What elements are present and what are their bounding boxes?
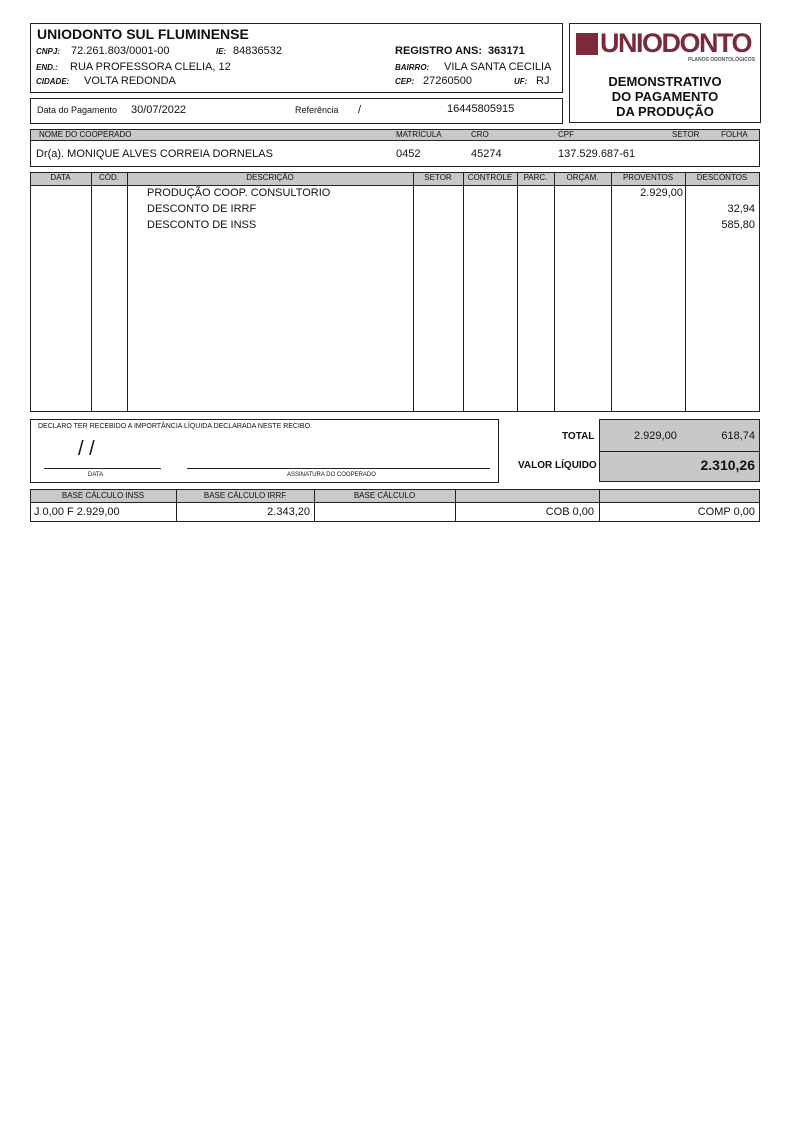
header-cpf: CPF (558, 130, 574, 139)
cooperado-cro: 45274 (471, 148, 502, 160)
item-descontos: 585,80 (721, 219, 755, 231)
company-name: UNIODONTO SUL FLUMINENSE (37, 26, 249, 42)
header-cro: CRO (471, 130, 489, 139)
title-line-2: DO PAGAMENTO (611, 89, 719, 104)
item-descontos: 32,94 (727, 203, 755, 215)
total-proventos: 2.929,00 (634, 430, 677, 442)
date-line (44, 468, 161, 469)
item-description: DESCONTO DE INSS (147, 219, 257, 231)
date-slashes: / / (78, 438, 95, 460)
header-controle: CONTROLE (467, 173, 513, 182)
bases-header-0: BASE CÁLCULO INSS (61, 491, 145, 500)
base-inss-value: J 0,00 F 2.929,00 (34, 506, 120, 518)
valor-liquido: 2.310,26 (700, 457, 755, 473)
logo-mark-icon (576, 33, 598, 55)
declaration-text: DECLARO TER RECEBIDO A IMPORTÂNCIA LÍQUIDA DECLARADA NESTE RECIBO. (38, 423, 312, 430)
header-descontos: DESCONTOS (696, 173, 748, 182)
uf-label: UF: (514, 77, 528, 86)
column-divider (599, 489, 600, 522)
registro-value: 363171 (488, 45, 525, 57)
logo-subtitle: PLANOS ODONTOLÓGICOS (688, 57, 756, 63)
liquido-label: VALOR LÍQUIDO (518, 460, 597, 471)
header-orcam: ORÇAM. (566, 173, 599, 182)
comp-value: COMP 0,00 (697, 506, 755, 518)
bases-header-1: BASE CÁLCULO IRRF (203, 491, 287, 500)
cep-value: 27260500 (423, 75, 472, 87)
column-divider (91, 172, 92, 412)
total-descontos: 618,74 (721, 430, 755, 442)
cnpj-value: 72.261.803/0001-00 (71, 45, 170, 57)
cooperado-cpf: 137.529.687-61 (558, 148, 636, 160)
logo-text: UNIODONTO (600, 28, 752, 58)
payment-date-label: Data do Pagamento (37, 105, 118, 115)
column-divider (463, 172, 464, 412)
cob-value: COB 0,00 (545, 506, 594, 518)
items-table (30, 185, 760, 412)
uf-value: RJ (536, 75, 550, 87)
item-description: DESCONTO DE IRRF (147, 203, 257, 215)
document-title (569, 74, 761, 119)
header-data: DATA (50, 173, 71, 182)
signature-line (187, 468, 490, 469)
title-line-3: DA PRODUÇÃO (616, 104, 714, 119)
header-setor: SETOR (672, 130, 700, 139)
base-irrf-value: 2.343,20 (267, 506, 310, 518)
signature-label: ASSINATURA DO COOPERADO (287, 472, 376, 478)
cooperado-matricula: 0452 (396, 148, 421, 160)
reference-label: Referência (295, 105, 339, 115)
reference-value: / (358, 104, 362, 116)
ie-label: IE: (216, 47, 227, 56)
header-cod: CÓD. (99, 173, 119, 182)
column-divider (611, 172, 612, 412)
bairro-label: BAIRRO: (395, 63, 430, 72)
column-divider (413, 172, 414, 412)
item-description: PRODUÇÃO COOP. CONSULTORIO (147, 187, 331, 199)
logo (576, 28, 756, 63)
item-proventos: 2.929,00 (640, 187, 683, 199)
bases-header-2: BASE CÁLCULO (353, 491, 416, 500)
column-divider (455, 489, 456, 522)
header-matricula: MATRÍCULA (396, 130, 442, 139)
cidade-value: VOLTA REDONDA (84, 75, 176, 87)
end-label: END.: (36, 63, 58, 72)
date-label: DATA (88, 472, 104, 478)
ie-value: 84836532 (233, 45, 282, 57)
header-parc: PARC. (523, 173, 548, 182)
end-value: RUA PROFESSORA CLELIA, 12 (70, 61, 231, 73)
header-proventos: PROVENTOS (622, 173, 674, 182)
payment-date: 30/07/2022 (131, 104, 187, 116)
cnpj-label: CNPJ: (36, 47, 61, 56)
payment-number: 16445805915 (447, 103, 515, 115)
header-descricao: DESCRIÇÃO (246, 173, 294, 182)
column-divider (127, 172, 128, 412)
registro-label: REGISTRO ANS: (395, 45, 482, 57)
header-setor: SETOR (424, 173, 452, 182)
header-nome: NOME DO COOPERADO (39, 130, 132, 139)
column-divider (554, 172, 555, 412)
cidade-label: CIDADE: (36, 77, 70, 86)
cep-label: CEP: (395, 77, 415, 86)
header-folha: FOLHA (721, 130, 748, 139)
title-line-1: DEMONSTRATIVO (608, 74, 722, 89)
cooperado-name: Dr(a). MONIQUE ALVES CORREIA DORNELAS (36, 148, 273, 160)
column-divider (517, 172, 518, 412)
bairro-value: VILA SANTA CECILIA (444, 61, 552, 73)
total-label: TOTAL (562, 431, 595, 442)
